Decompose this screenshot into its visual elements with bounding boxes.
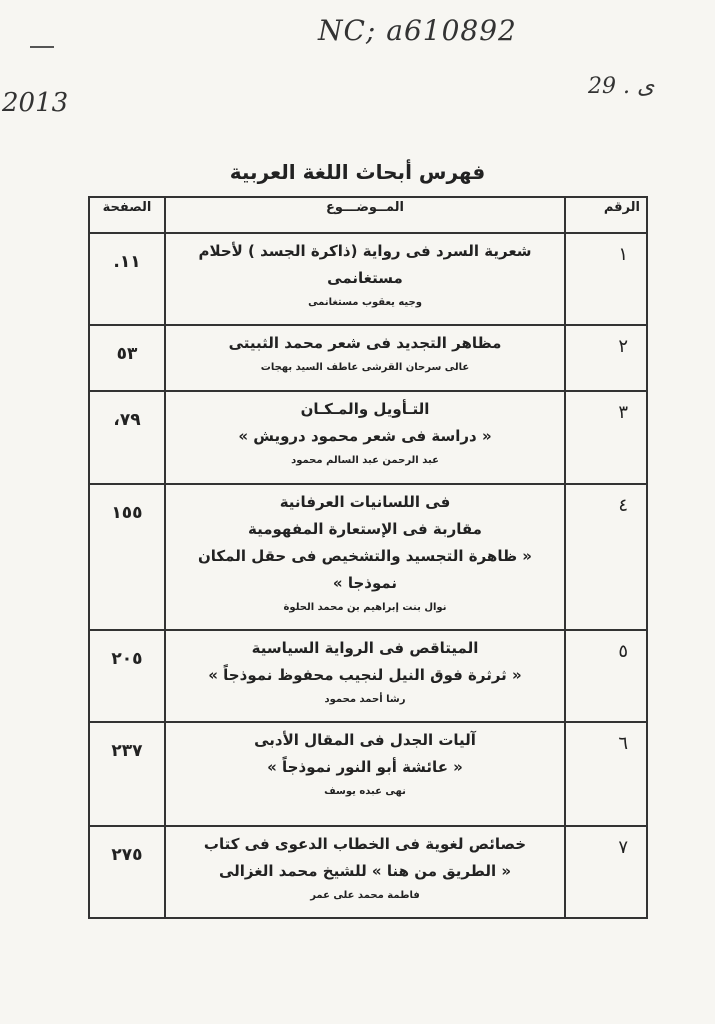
author-name: عالى سرحان القرشى عاطف السيد بهجات <box>260 362 470 373</box>
topic-title-line: « ثرثرة فوق النيل لنجيب محفوظ نموذجاً » <box>208 666 522 684</box>
topic-title-line: « دراسة فى شعر محمود درويش » <box>238 427 492 445</box>
author-name: عبد الرحمن عبد السالم محمود <box>291 455 439 466</box>
table-row <box>89 233 647 325</box>
header-topic: المــوضـــوع <box>165 197 565 233</box>
author-name: وجيه يعقوب مستغانمى <box>308 297 422 308</box>
table-row <box>89 484 647 630</box>
table-row <box>89 826 647 918</box>
table-row <box>89 630 647 722</box>
page-title: فهرس أبحاث اللغة العربية <box>229 160 486 184</box>
table-header-row <box>89 197 647 233</box>
topic-title-line: « عائشة أبو النور نموذجاً » <box>267 758 463 776</box>
header-page: الصفحة <box>89 197 165 233</box>
topic-title-line: فى اللسانيات العرفانية <box>279 493 451 511</box>
toc-table <box>88 196 648 919</box>
row-number: ٤ <box>565 484 647 630</box>
author-name: نهى عبده يوسف <box>324 786 406 797</box>
row-number: ٦ <box>565 722 647 826</box>
row-topic <box>165 484 565 630</box>
author-name: نوال بنت إبراهيم بن محمد الحلوة <box>283 602 447 613</box>
row-topic <box>165 630 565 722</box>
table-row <box>89 391 647 484</box>
row-topic <box>165 233 565 325</box>
row-topic <box>165 391 565 484</box>
topic-title-line: « الطريق من هنا » للشيخ محمد الغزالى <box>218 862 512 880</box>
row-page-number: ٢٠٥ <box>89 630 165 722</box>
row-number: ٣ <box>565 391 647 484</box>
header-number: الرقم <box>565 197 647 233</box>
author-name: رشا أحمد محمود <box>324 694 406 705</box>
year-annotation: 2013 <box>2 88 69 118</box>
topic-title-line: « ظاهرة التجسيد والتشخيص فى حقل المكان نموذجا » <box>198 547 532 592</box>
row-topic <box>165 325 565 391</box>
topic-title-line: الميتاقص فى الرواية السياسية <box>251 639 479 657</box>
row-page-number: ٧٩، <box>89 391 165 484</box>
topic-title-line: مظاهر التجديد فى شعر محمد الثبيتى <box>228 334 502 352</box>
row-page-number: ٢٣٧ <box>89 722 165 826</box>
issue-annotation: 29 . ى <box>588 74 655 99</box>
topic-title-line: خصائص لغوية فى الخطاب الدعوى فى كتاب <box>203 835 527 853</box>
table-row <box>89 722 647 826</box>
row-page-number: ٥٣ <box>89 325 165 391</box>
row-number: ٥ <box>565 630 647 722</box>
toc-body <box>89 233 647 918</box>
row-number: ١ <box>565 233 647 325</box>
topic-title-line: شعرية السرد فى رواية (ذاكرة الجسد ) لأحلام مستغانمى <box>198 242 532 287</box>
author-name: فاطمة محمد على عمر <box>310 890 420 901</box>
topic-title-line: مقاربة فى الإستعارة المفهومية <box>248 520 482 538</box>
row-page-number: ٢٧٥ <box>89 826 165 918</box>
row-topic <box>165 826 565 918</box>
row-number: ٧ <box>565 826 647 918</box>
call-number-annotation: NC; a610892 <box>318 14 517 47</box>
table-row <box>89 325 647 391</box>
topic-title-line: آليات الجدل فى المقال الأدبى <box>254 731 476 749</box>
row-number: ٢ <box>565 325 647 391</box>
row-page-number: ١١. <box>89 233 165 325</box>
row-topic <box>165 722 565 826</box>
row-page-number: ١٥٥ <box>89 484 165 630</box>
topic-title-line: التـأويل والمـكـان <box>300 400 430 418</box>
margin-mark <box>30 46 54 48</box>
